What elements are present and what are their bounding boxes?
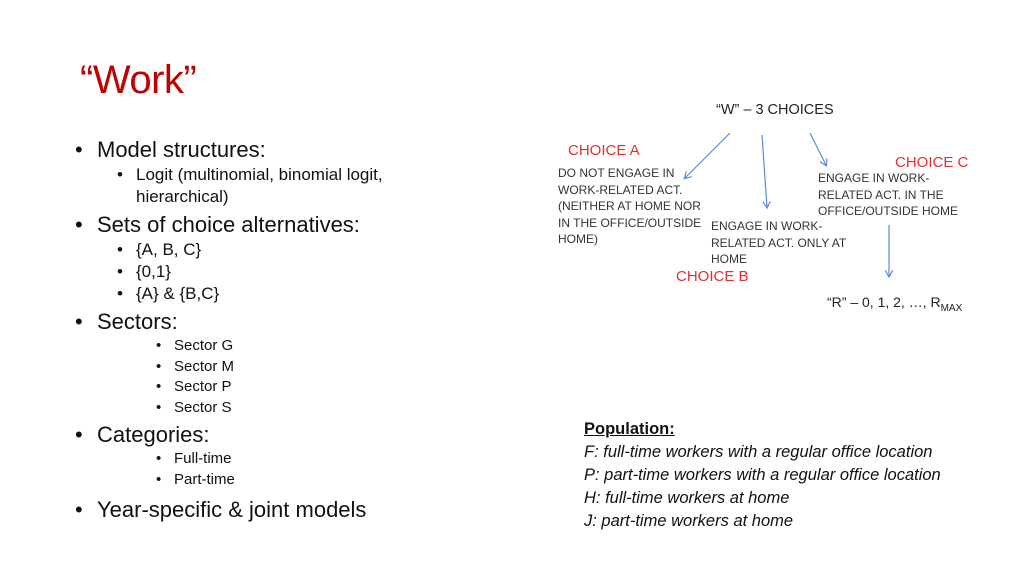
bullet-list	[72, 136, 512, 524]
bullet-models: • Year-specific & joint models	[72, 496, 512, 524]
bullet-model-structures-item	[117, 164, 512, 208]
choice-c-desc: ENGAGE IN WORK-RELATED ACT. IN THE OFFICE/OUTSIDE HOME	[818, 171, 959, 218]
population-item: F: full-time workers with a regular office location	[584, 443, 933, 461]
category-item: • Full-time	[156, 449, 512, 470]
choice-set-item: • {A, B, C}	[117, 239, 512, 261]
choice-b-desc: ENGAGE IN WORK-RELATED ACT. ONLY AT HOME	[711, 219, 846, 266]
r-range-label	[827, 294, 962, 314]
sector-item: • Sector P	[156, 377, 512, 398]
bullet-categories: • Categories:	[72, 421, 512, 449]
model-structures-line-2: hierarchical)	[136, 187, 229, 206]
population-title: Population:	[584, 420, 675, 438]
choice-a-desc: DO NOT ENGAGE IN WORK-RELATED ACT. (NEITHER AT HOME NOR IN THE OFFICE/OUTSIDE HOME)	[558, 166, 702, 246]
population-item: J: part-time workers at home	[584, 512, 794, 530]
choice-set-item: • {A} & {B,C}	[117, 283, 512, 305]
arrow-to-choice-c	[810, 133, 826, 165]
population-item: H: full-time workers at home	[584, 489, 790, 507]
choice-set-item: • {0,1}	[117, 261, 512, 283]
r-range-sub: MAX	[940, 302, 963, 314]
sector-item: • Sector M	[156, 357, 512, 378]
bullet-sectors: • Sectors:	[72, 308, 512, 336]
diagram-title: “W” – 3 CHOICES	[716, 102, 834, 118]
bullet-model-structures: • Model structures:	[72, 136, 512, 164]
population-block	[584, 418, 941, 533]
r-range-text: “R” – 0, 1, 2, …, R	[827, 294, 941, 310]
choice-b-label: CHOICE B	[676, 268, 749, 285]
sector-item: • Sector G	[156, 336, 512, 357]
slide-title: “Work”	[80, 58, 197, 102]
category-item: • Part-time	[156, 470, 512, 491]
bullet-choice-sets: • Sets of choice alternatives:	[72, 211, 512, 239]
choice-c-label: CHOICE C	[895, 154, 969, 171]
population-item: P: part-time workers with a regular office location	[584, 466, 941, 484]
arrow-to-choice-b	[762, 135, 767, 207]
sector-item: • Sector S	[156, 398, 512, 419]
choice-a-label: CHOICE A	[568, 142, 640, 159]
model-structures-line-1: Logit (multinomial, binomial logit,	[136, 165, 383, 184]
choice-diagram	[540, 95, 1010, 325]
